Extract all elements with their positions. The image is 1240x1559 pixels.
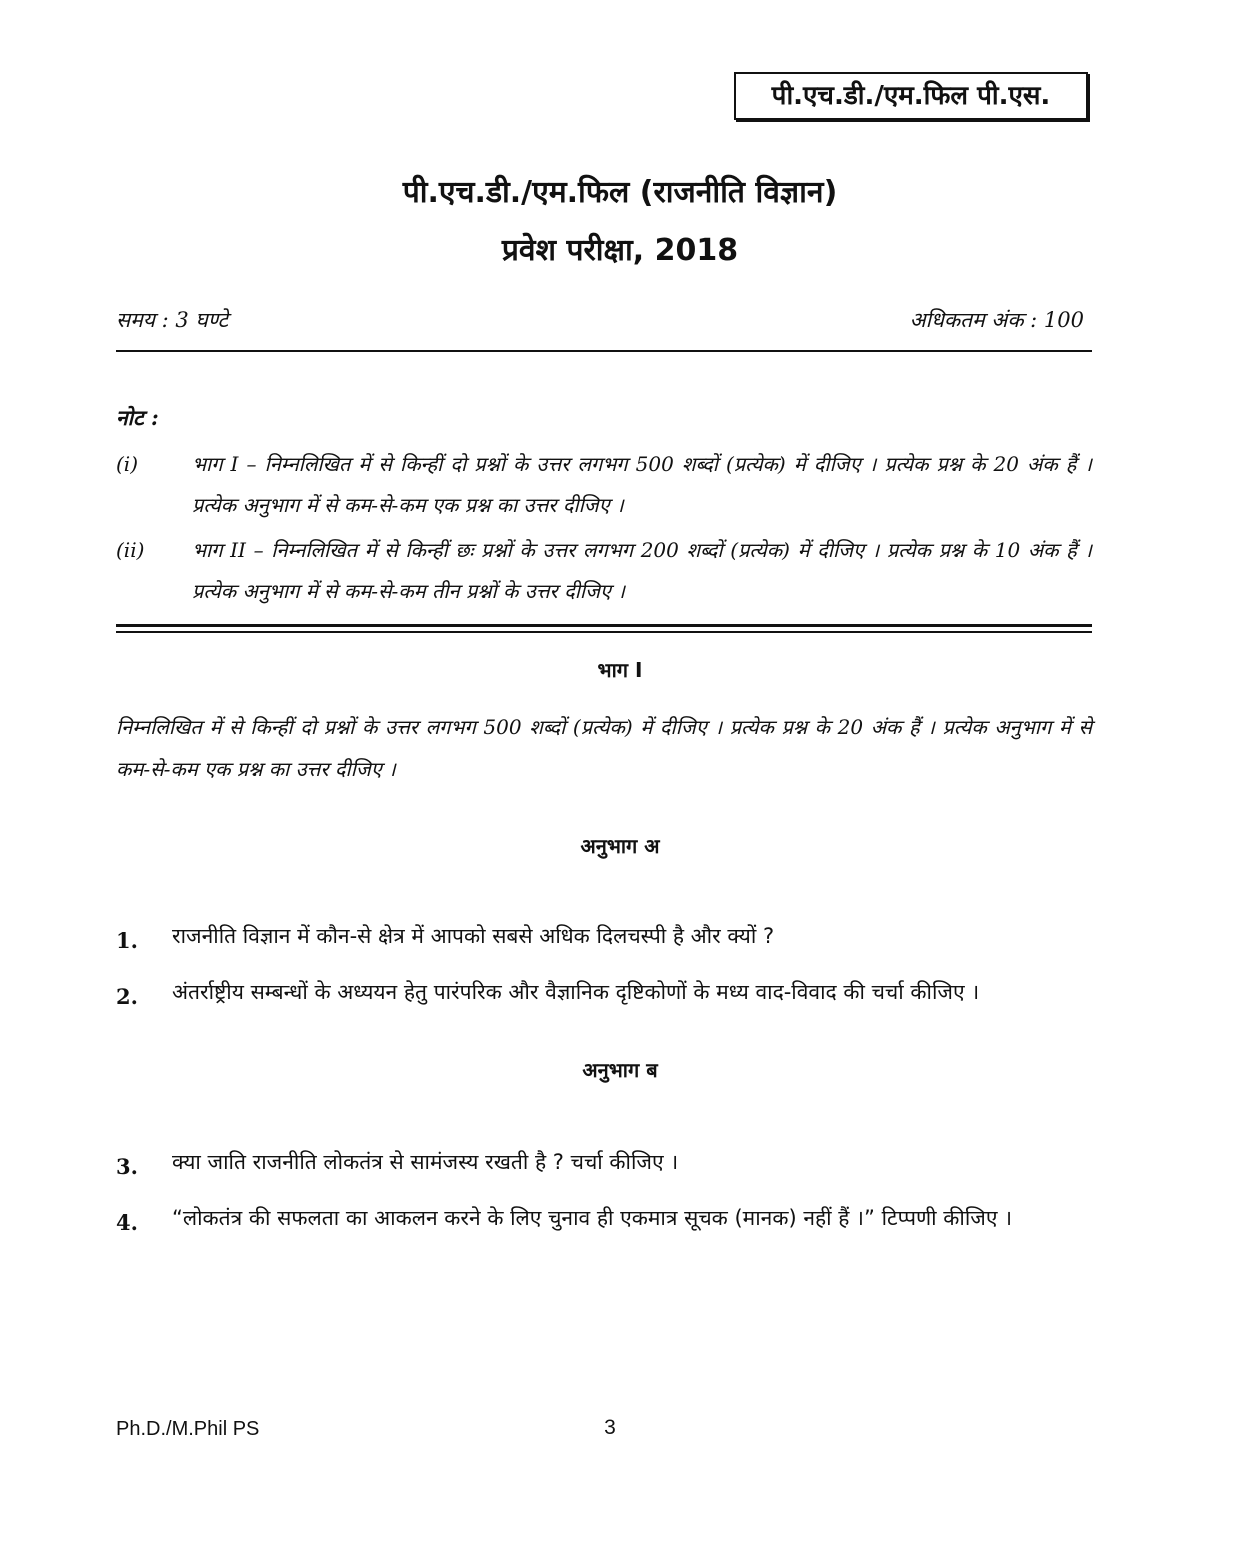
- note-item: [116, 444, 1092, 526]
- question-number: 4.: [116, 1210, 138, 1235]
- note-label: नोट :: [116, 405, 159, 430]
- question-item: [116, 1142, 1092, 1183]
- question-item: [116, 1198, 1092, 1239]
- question-text: अंतर्राष्ट्रीय सम्बन्धों के अध्ययन हेतु पारंपरिक और वैज्ञानिक दृष्टिकोणों के मध्य वाद-विवाद की चर्चा कीजिए ।: [172, 980, 980, 1004]
- note-item-text: भाग I – निम्नलिखित में से किन्हीं दो प्रश्नों के उत्तर लगभग 500 शब्दों (प्रत्येक) में दीजिए । प्रत्येक प्रश्न के 20 अंक हैं । प्रत्येक अनुभाग में से कम-से-कम एक प्रश्न का उत्तर दीजिए ।: [192, 452, 1092, 517]
- question-number: 2.: [116, 984, 138, 1009]
- question-text: राजनीति विज्ञान में कौन-से क्षेत्र में आपको सबसे अधिक दिलचस्पी है और क्यों ?: [172, 924, 775, 948]
- part-instruction: निम्नलिखित में से किन्हीं दो प्रश्नों के उत्तर लगभग 500 शब्दों (प्रत्येक) में दीजिए । प्रत्येक प्रश्न के 20 अंक हैं । प्रत्येक अनुभाग में से कम-से-कम एक प्रश्न का उत्तर दीजिए ।: [116, 715, 1092, 781]
- question-item: [116, 972, 1092, 1013]
- section-heading-b: अनुभाग ब: [582, 1058, 658, 1082]
- exam-title: पी.एच.डी./एम.फिल (राजनीति विज्ञान): [402, 175, 838, 210]
- question-number: 3.: [116, 1154, 138, 1179]
- header-divider: [116, 350, 1092, 352]
- paper-code-box: पी.एच.डी./एम.फिल पी.एस.: [734, 72, 1088, 120]
- footer-paper-code: Ph.D./M.Phil PS: [116, 1418, 260, 1440]
- maximum-marks: अधिकतम अंक : 100: [909, 308, 1084, 332]
- note-item-number: (i): [116, 452, 139, 476]
- time-allowed: समय : 3 घण्टे: [116, 308, 229, 332]
- exam-subtitle: प्रवेश परीक्षा, 2018: [501, 233, 739, 268]
- section-heading-a: अनुभाग अ: [580, 834, 660, 858]
- note-divider-top: [116, 624, 1092, 627]
- note-divider-bottom: [116, 631, 1092, 633]
- page-number: 3: [604, 1416, 616, 1439]
- note-item: [116, 530, 1092, 612]
- question-number: 1.: [116, 928, 138, 953]
- question-item: [116, 916, 1092, 957]
- note-item-number: (ii): [116, 538, 145, 562]
- part-heading: भाग I: [597, 658, 643, 682]
- note-item-text: भाग II – निम्नलिखित में से किन्हीं छः प्रश्नों के उत्तर लगभग 200 शब्दों (प्रत्येक) में दीजिए । प्रत्येक प्रश्न के 10 अंक हैं । प्रत्येक अनुभाग में से कम-से-कम तीन प्रश्नों के उत्तर दीजिए ।: [192, 538, 1092, 603]
- question-text: “लोकतंत्र की सफलता का आकलन करने के लिए चुनाव ही एकमात्र सूचक (मानक) नहीं हैं ।” टिप्पणी कीजिए ।: [172, 1206, 1013, 1230]
- question-text: क्या जाति राजनीति लोकतंत्र से सामंजस्य रखती है ? चर्चा कीजिए ।: [172, 1150, 679, 1174]
